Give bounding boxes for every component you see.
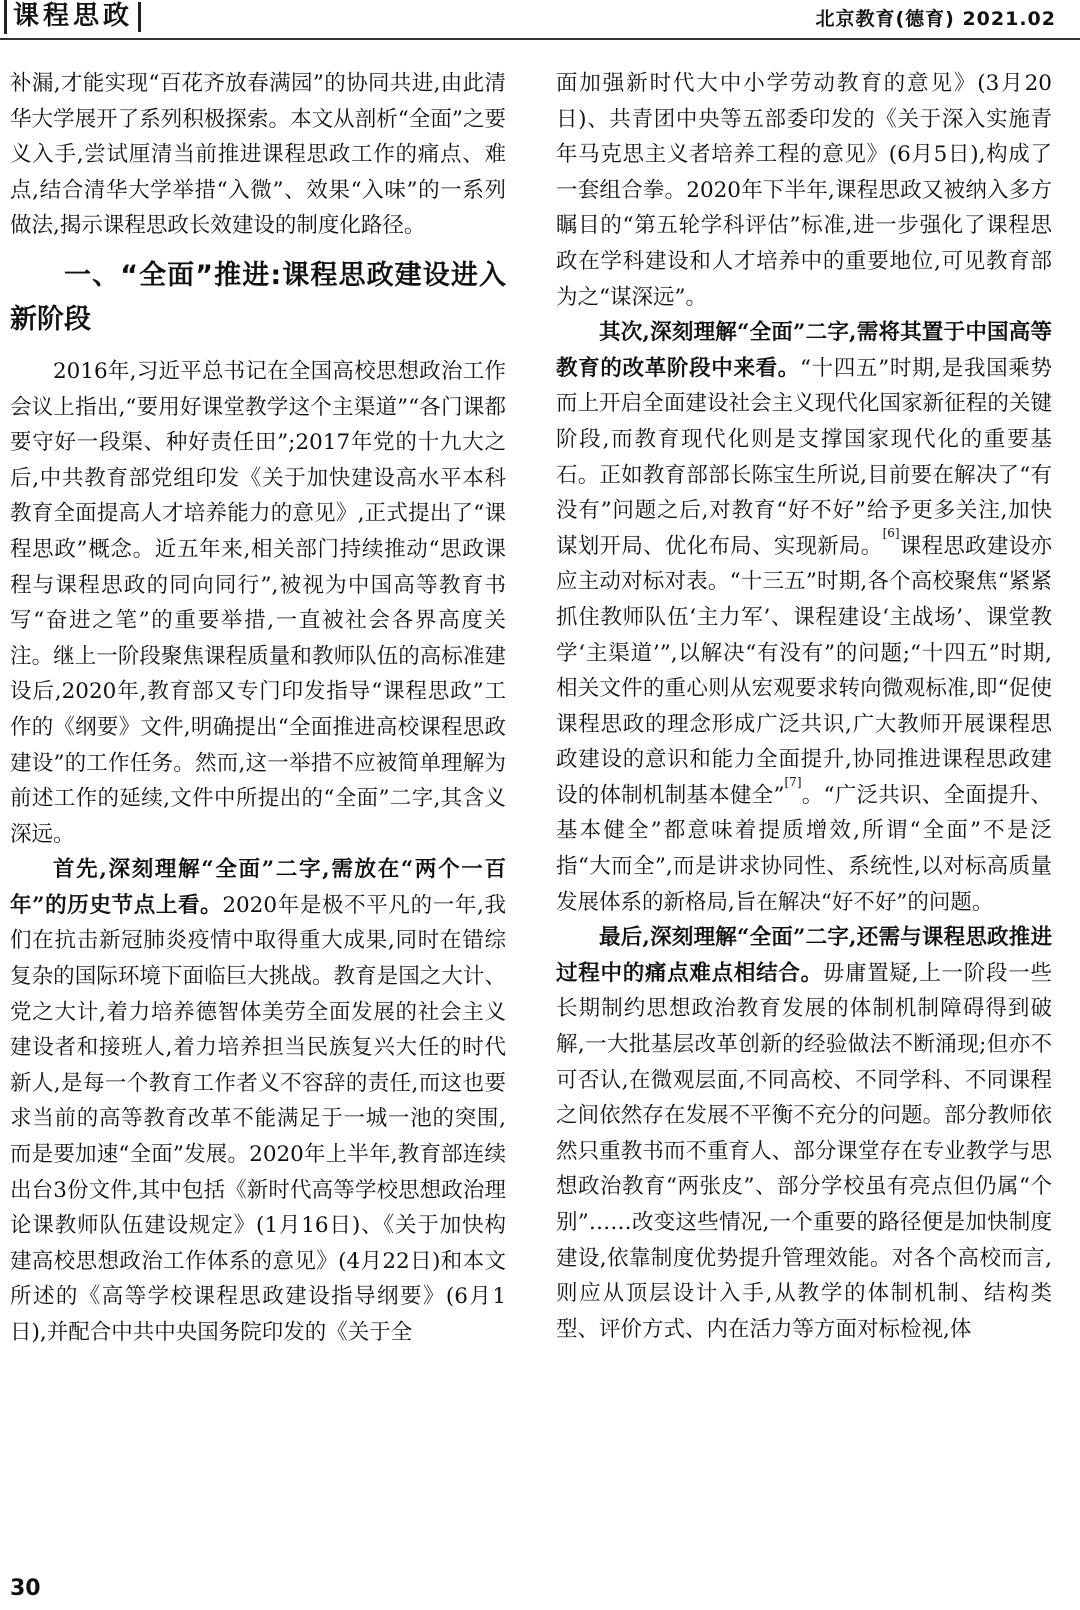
page-number: 30 xyxy=(10,1576,41,1601)
paragraph-continuation-right: 面加强新时代大中小学劳动教育的意见》(3月20日)、共青团中央等五部委印发的《关于深入实施青年马克思主义者培养工程的意见》(6月5日),构成了一套组合拳。2020年下半年,课程思政又被纳入多方瞩目的“第五轮学科评估”标准,进一步强化了课程思政在学科建设和人才培养中的重要地位,可见教育部为之“谋深远”。 xyxy=(556,71,1052,310)
left-column xyxy=(10,66,506,1351)
paragraph-body: 毋庸置疑,上一阶段一些长期制约思想政治教育发展的体制机制障碍得到破解,一大批基层改革创新的经验做法不断涌现;但亦不可否认,在微观层面,不同高校、不同学科、不同课程之间依然存在发展不平衡不充分的问题。部分教师依然只重教书而不重育人、部分课堂存在专业教学与思想政治教育“两张皮”、部分学校虽有亮点但仍属“个别”……改变这些情况,一个重要的路径便是加快制度建设,依靠制度优势提升管理效能。对各个高校而言,则应从顶层设计入手,从教学的体制机制、结构类型、评价方式、内在活力等方面对标检视,体 xyxy=(556,960,1052,1342)
paragraph-third-point xyxy=(556,920,1052,1347)
paragraph-first-point xyxy=(10,852,506,1350)
reference-marker: [6] xyxy=(882,525,900,540)
right-column xyxy=(556,66,1052,1347)
paragraph-background: 2016年,习近平总书记在全国高校思想政治工作会议上指出,“要用好课堂教学这个主渠道”“各门课都要守好一段渠、种好责任田”;2017年党的十九大之后,中共教育部党组印发《关于加快建设高水平本科教育全面提高人才培养能力的意见》,正式提出了“课程思政”概念。近五年来,相关部门持续推动“思政课程与课程思政的同向同行”,被视为中国高等教育书写“奋进之笔”的重要举措,一直被社会各界高度关注。继上一阶段聚焦课程质量和教师队伍的高标准建设后,2020年,教育部又专门印发指导“课程思政”工作的《纲要》文件,明确提出“全面推进高校课程思政建设”的工作任务。然而,这一举措不应被简单理解为前述工作的延续,文件中所提出的“全面”二字,其含义深远。 xyxy=(10,358,506,847)
paragraph-body: 。“广泛共识、全面提升、基本健全”都意味着提质增效,所谓“全面”不是泛指“大而全”,而是讲求协同性、系统性,以对标高质量发展体系的新格局,旨在解决“好不好”的问题。 xyxy=(556,782,1052,915)
header-rule xyxy=(0,38,1080,40)
paragraph-body: 2020年是极不平凡的一年,我们在抗击新冠肺炎疫情中取得重大成果,同时在错综复杂的国际环境下面临巨大挑战。教育是国之大计、党之大计,着力培养德智体美劳全面发展的社会主义建设者和接班人,着力培养担当民族复兴大任的时代新人,是每一个教育工作者义不容辞的责任,而这也要求当前的高等教育改革不能满足于一城一池的突围,而是要加速“全面”发展。2020年上半年,教育部连续出台3份文件,其中包括《新时代高等学校思想政治理论课教师队伍建设规定》(1月16日)、《关于加快构建高校思想政治工作体系的意见》(4月22日)和本文所述的《高等学校课程思政建设指导纲要》(6月1日),并配合中共中央国务院印发的《关于全 xyxy=(10,892,506,1345)
lead-sentence: 其次,深刻理解“全面”二字,需将其置于中国高等教育的改革阶段中来看。 xyxy=(556,320,1052,381)
paragraph-body: “十四五”时期,是我国乘势而上开启全面建设社会主义现代化国家新征程的关键阶段,而教育现代化则是支撑国家现代化的重要基石。正如教育部部长陈宝生所说,目前要在解决了“有没有”问题之后,对教育“好不好”给予更多关注,加快谋划开局、优化布局、实现新局。 xyxy=(556,355,1052,559)
lead-sentence: 最后,深刻理解“全面”二字,还需与课程思政推进过程中的痛点难点相结合。 xyxy=(556,925,1052,986)
paragraph-continuation: 补漏,才能实现“百花齐放春满园”的协同共进,由此清华大学展开了系列积极探索。本文从剖析“全面”之要义入手,尝试厘清当前推进课程思政工作的痛点、难点,结合清华大学举措“入微”、效果“入味”的一系列做法,揭示课程思政长效建设的制度化路径。 xyxy=(10,71,506,239)
paragraph-second-point xyxy=(556,315,1052,920)
reference-marker: [7] xyxy=(784,774,802,789)
lead-sentence: 首先,深刻理解“全面”二字,需放在“两个一百年”的历史节点上看。 xyxy=(10,857,506,918)
paragraph-body: 课程思政建设亦应主动对标对表。“十三五”时期,各个高校聚焦“紧紧抓住教师队伍‘主力军’、课程建设‘主战场’、课堂教学‘主渠道’”,以解决“有没有”的问题;“十四五”时期,相关文件的重心则从宏观要求转向微观标准,即“促使课程思政的理念形成广泛共识,广大教师开展课程思政建设的意识和能力全面提升,协同推进课程思政建设的体制机制基本健全” xyxy=(556,533,1052,808)
page-header xyxy=(0,0,1080,40)
section-tag: 课程思政 xyxy=(4,0,133,34)
journal-info: 北京教育(德育) 2021.02 xyxy=(815,8,1056,30)
section-heading: 一、“全面”推进:课程思政建设进入新阶段 xyxy=(10,259,506,335)
